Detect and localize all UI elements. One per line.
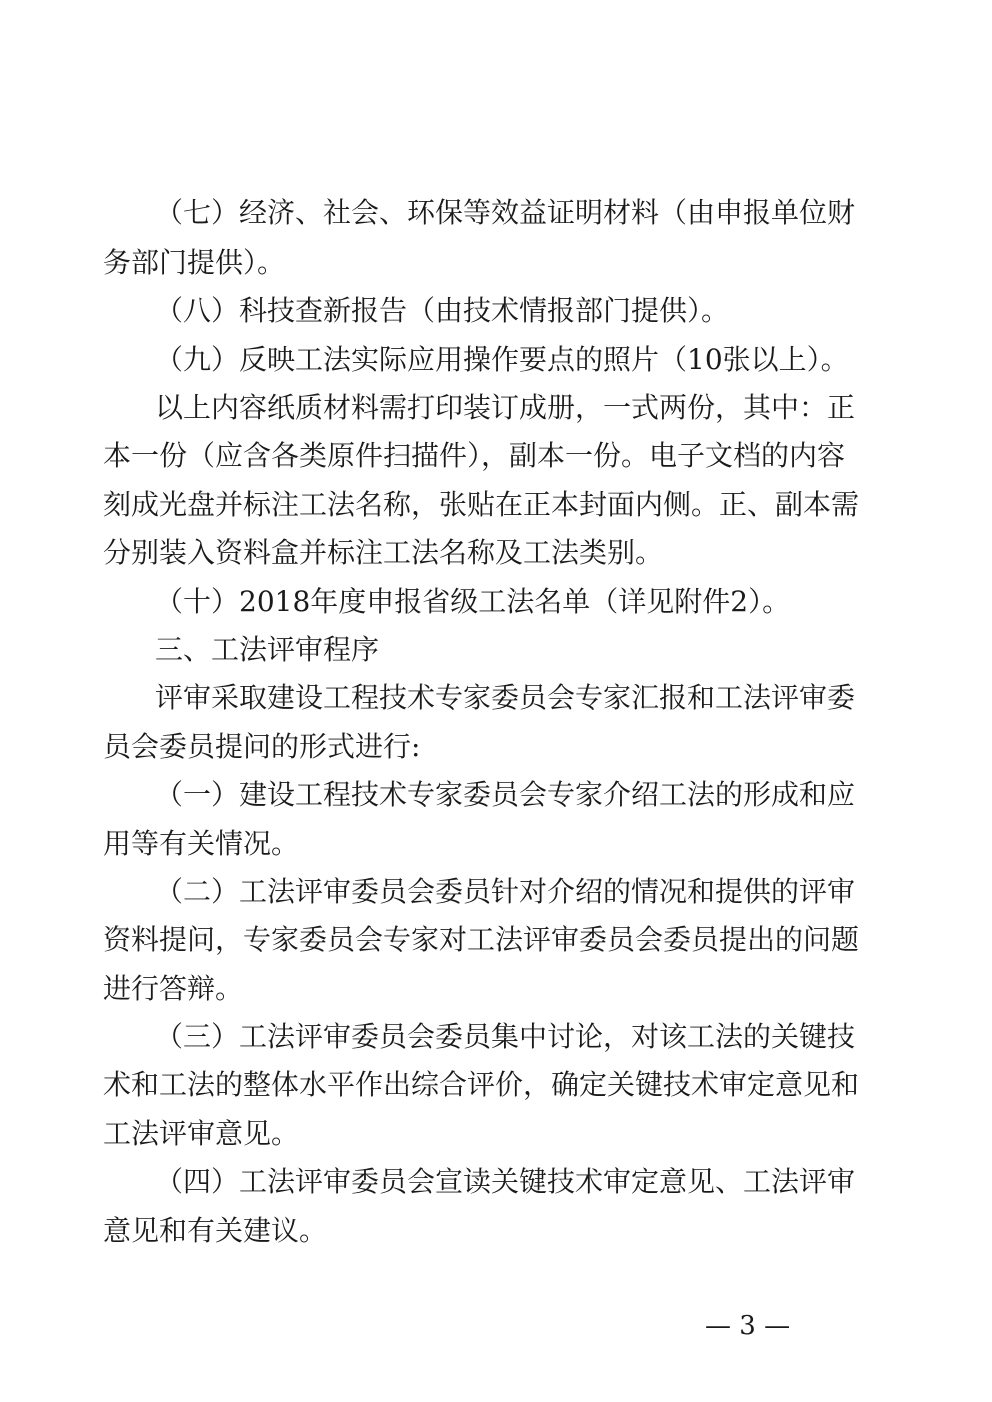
text-line: （九）反映工法实际应用操作要点的照片（10张以上）。 [155, 343, 849, 376]
text-line: 本一份（应含各类原件扫描件），副本一份。电子文档的内容 [103, 439, 846, 472]
text-line: （一）建设工程技术专家委员会专家介绍工法的形成和应 [155, 778, 856, 811]
text-line: （七）经济、社会、环保等效益证明材料（由申报单位财 [155, 196, 856, 229]
page-number: — 3 — [705, 1311, 791, 1341]
text-line: 评审采取建设工程技术专家委员会专家汇报和工法评审委 [155, 681, 856, 714]
text-line: （三）工法评审委员会委员集中讨论，对该工法的关键技 [155, 1020, 856, 1053]
text-line: 员会委员提问的形式进行: [103, 730, 421, 763]
text-line: 用等有关情况。 [103, 827, 300, 860]
text-line: 务部门提供）。 [103, 246, 286, 279]
text-line: 术和工法的整体水平作出综合评价，确定关键技术审定意见和 [103, 1068, 860, 1101]
text-line: 刻成光盘并标注工法名称，张贴在正本封面内侧。正、副本需 [103, 488, 860, 521]
text-line: 分别装入资料盒并标注工法名称及工法类别。 [103, 536, 664, 569]
text-line: （四）工法评审委员会宣读关键技术审定意见、工法评审 [155, 1165, 856, 1198]
text-line: （八）科技查新报告（由技术情报部门提供）。 [155, 294, 730, 327]
text-line: 进行答辩。 [103, 972, 244, 1005]
text-line: 工法评审意见。 [103, 1117, 300, 1150]
section-heading: 三、工法评审程序 [155, 633, 380, 666]
text-line: 意见和有关建议。 [103, 1214, 328, 1247]
text-line: （十）2018年度申报省级工法名单（详见附件2）。 [155, 585, 791, 618]
text-line: （二）工法评审委员会委员针对介绍的情况和提供的评审 [155, 875, 856, 908]
text-line: 以上内容纸质材料需打印装订成册，一式两份，其中：正 [155, 391, 856, 424]
text-line: 资料提问，专家委员会专家对工法评审委员会委员提出的问题 [103, 923, 860, 956]
